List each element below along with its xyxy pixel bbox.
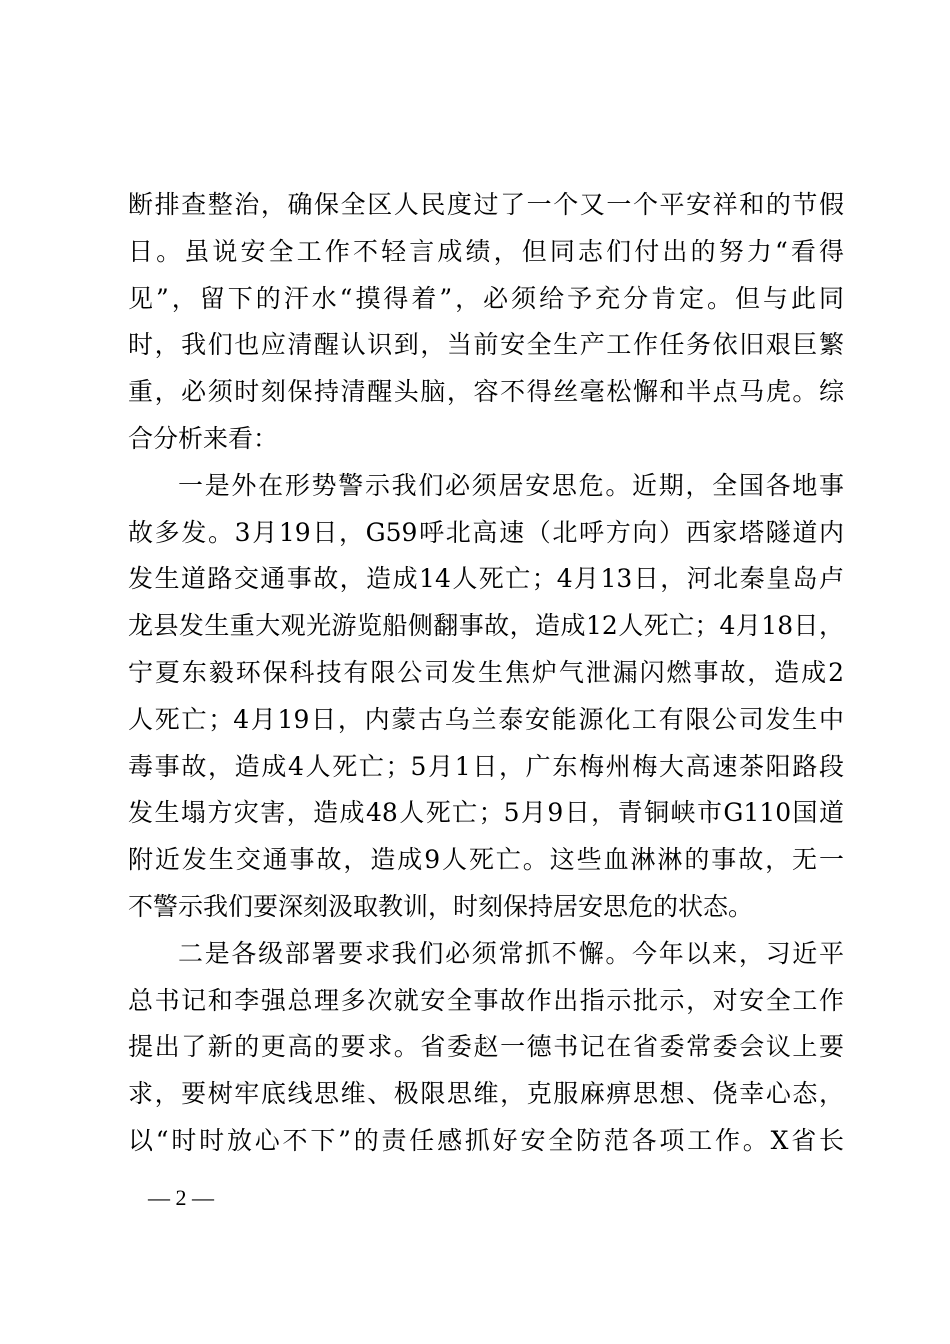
text-line: 人死亡；4月19日，内蒙古乌兰泰安能源化工有限公司发生中 xyxy=(128,704,844,734)
text-line: 不警示我们要深刻汲取教训，时刻保持居安思危的状态。 xyxy=(128,891,754,921)
text-line: 宁夏东毅环保科技有限公司发生焦炉气泄漏闪燃事故，造成2 xyxy=(128,657,844,687)
text-line: 见”，留下的汗水“摸得着”，必须给予充分肯定。但与此同 xyxy=(128,283,844,313)
text-line: 发生道路交通事故，造成14人死亡；4月13日，河北秦皇岛卢 xyxy=(128,564,844,594)
text-line: 故多发。3月19日，G59呼北高速（北呼方向）西家塔隧道内 xyxy=(128,517,844,547)
text-line: 重，必须时刻保持清醒头脑，容不得丝毫松懈和半点马虎。综 xyxy=(128,377,844,407)
body-text xyxy=(128,182,844,1165)
text-line: 龙县发生重大观光游览船侧翻事故，造成12人死亡；4月18日， xyxy=(128,611,844,641)
text-line: 合分析来看： xyxy=(128,423,279,453)
text-line: 断排查整治，确保全区人民度过了一个又一个平安祥和的节假 xyxy=(128,190,844,219)
text-line: 附近发生交通事故，造成9人死亡。这些血淋淋的事故，无一 xyxy=(128,845,844,875)
paragraph-first-line: 一是外在形势警示我们必须居安思危。近期，全国各地事 xyxy=(178,470,844,500)
page-number: — 2 — xyxy=(148,1185,214,1210)
text-line: 以“时时放心不下”的责任感抓好安全防范各项工作。X省长 xyxy=(128,1125,844,1155)
paragraph-first-line: 二是各级部署要求我们必须常抓不懈。今年以来，习近平 xyxy=(178,938,844,968)
text-line: 提出了新的更高的要求。省委赵一德书记在省委常委会议上要 xyxy=(128,1032,844,1062)
text-line: 发生塌方灾害，造成48人死亡；5月9日，青铜峡市G110国道 xyxy=(128,798,844,828)
text-line: 总书记和李强总理多次就安全事故作出指示批示，对安全工作 xyxy=(128,985,844,1015)
text-line: 求，要树牢底线思维、极限思维，克服麻痹思想、侥幸心态， xyxy=(128,1079,844,1109)
text-line: 日。虽说安全工作不轻言成绩，但同志们付出的努力“看得 xyxy=(128,236,844,266)
text-line: 时，我们也应清醒认识到，当前安全生产工作任务依旧艰巨繁 xyxy=(128,330,844,360)
text-line: 毒事故，造成4人死亡；5月1日，广东梅州梅大高速茶阳路段 xyxy=(128,751,844,781)
